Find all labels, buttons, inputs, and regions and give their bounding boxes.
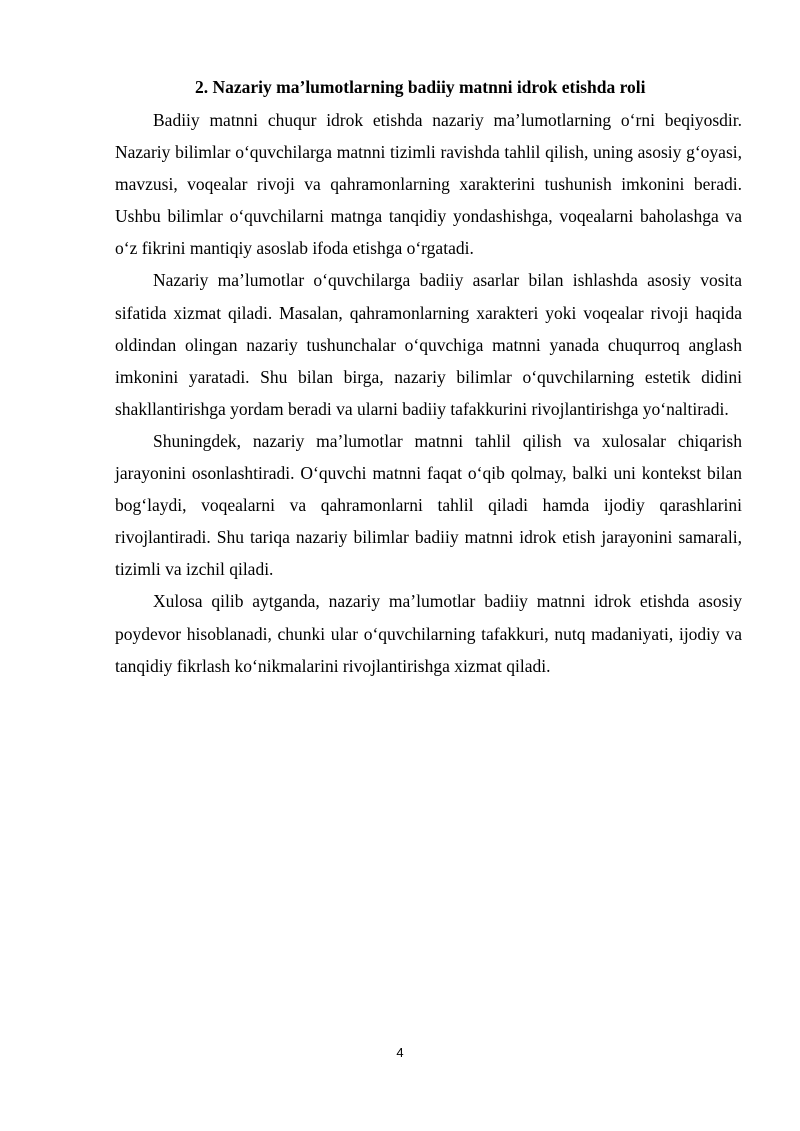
paragraph-2: Nazariy ma’lumotlar o‘quvchilarga badiiy asarlar bilan ishlashda asosiy vosita sifatida xizmat qiladi. Masalan, qahramonlarning xarakteri yoki voqealar rivoji haqida oldindan olingan nazariy tushunchalar o‘quvchiga matnni yanada chuqurroq anglash imkonini yaratadi. Shu bilan birga, nazariy bilimlar o‘quvchilarning estetik didini shakllantirishga yordam beradi va ularni badiiy tafakkurini rivojlantirishga yo‘naltiradi. [115,270,742,419]
paragraph-1: Badiiy matnni chuqur idrok etishda nazariy ma’lumotlarning o‘rni beqiyosdir. Nazariy bilimlar o‘quvchilarga matnni tizimli ravishda tahlil qilish, uning asosiy g‘oyasi, mavzusi, voqealar rivoji va qahramonlarning xarakterini tushunish imkonini beradi. Ushbu bilimlar o‘quvchilarni matnga tanqidiy yondashishga, voqealarni baholashga va o‘z fikrini mantiqiy asoslab ifoda etishga o‘rgatadi. [115,110,742,259]
page-content [115,74,742,682]
paragraph-4: Xulosa qilib aytganda, nazariy ma’lumotlar badiiy matnni idrok etishda asosiy poydevor hisoblanadi, chunki ular o‘quvchilarning tafakkuri, nutq madaniyati, ijodiy va tanqidiy fikrlash ko‘nikmalarini rivojlantirishga xizmat qiladi. [115,591,742,676]
paragraph-3: Shuningdek, nazariy ma’lumotlar matnni tahlil qilish va xulosalar chiqarish jarayonini osonlashtiradi. O‘quvchi matnni faqat o‘qib qolmay, balki uni kontekst bilan bog‘laydi, voqealarni va qahramonlarni tahlil qiladi hamda ijodiy qarashlarini rivojlantiradi. Shu tariqa nazariy bilimlar badiiy matnni idrok etish jarayonini samarali, tizimli va izchil qiladi. [115,430,742,580]
page-number: 4 [396,1045,404,1060]
section-heading: 2. Nazariy ma’lumotlarning badiiy matnni idrok etishda roli [195,77,646,97]
